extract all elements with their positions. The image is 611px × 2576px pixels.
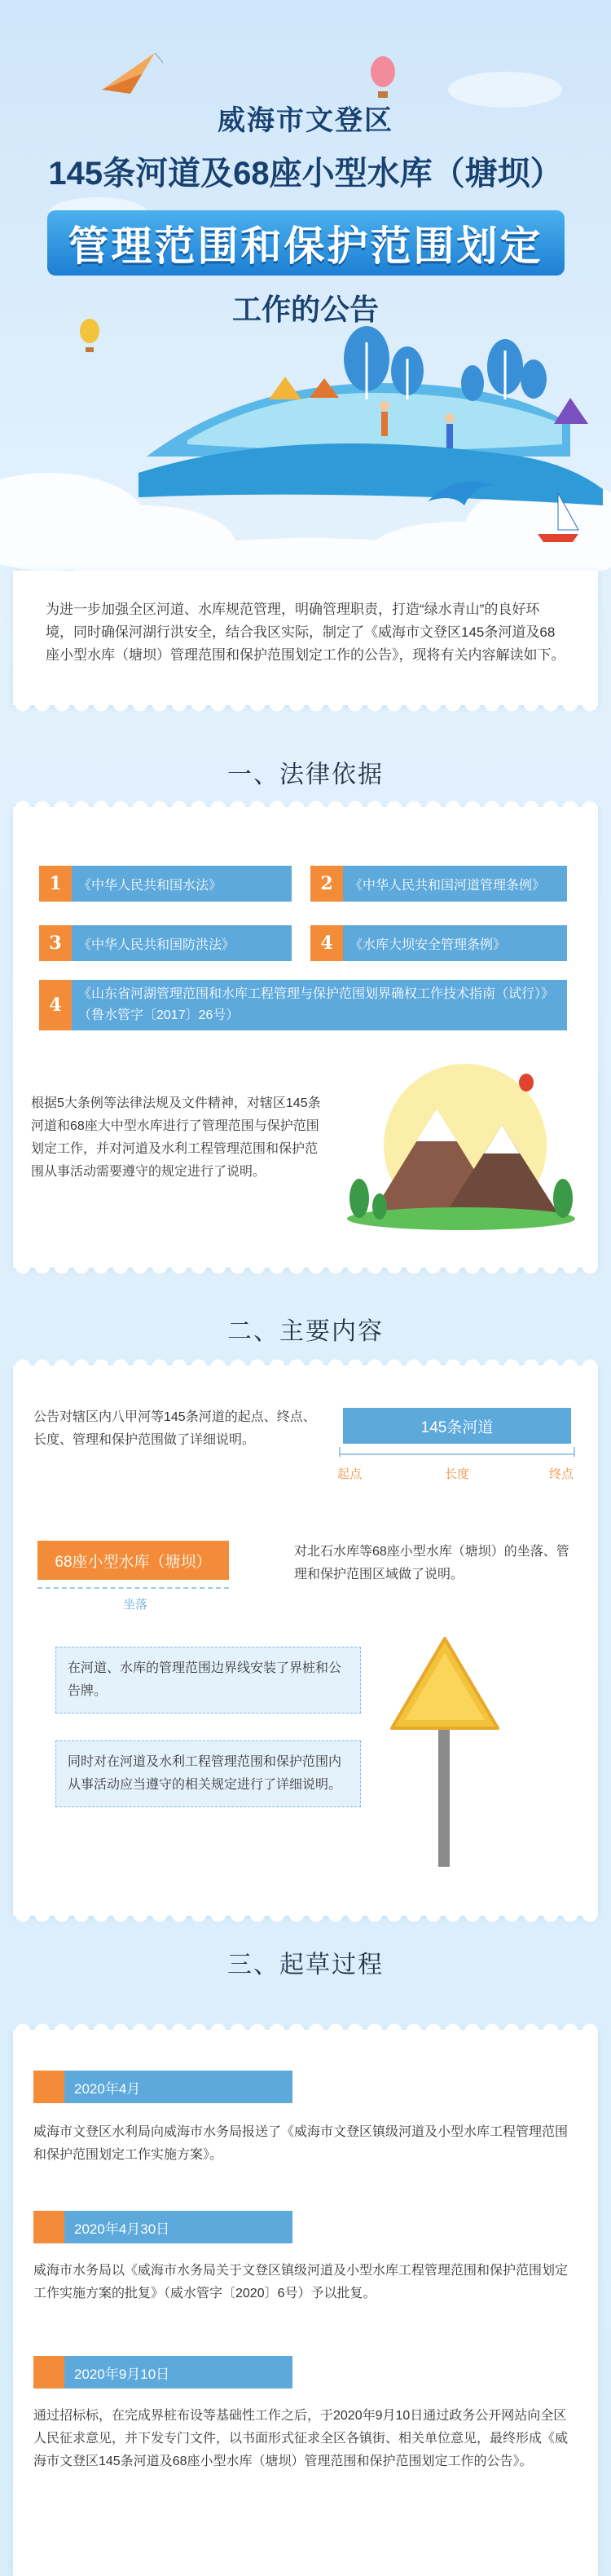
date-label: 2020年9月10日: [64, 2356, 292, 2389]
process-text-1: 威海市文登区水利局向威海市水务局报送了《威海市文登区镇级河道及小型水库工程管理范围和保护范围划定工作实施方案》。: [33, 2125, 569, 2162]
sailboat-icon: [534, 489, 582, 546]
river-start-label: 起点: [337, 1467, 363, 1481]
note-box-2: 同时对在河道及水利工程管理范围和保护范围内从事活动应当遵守的相关规定进行了详细说明。: [55, 1740, 361, 1807]
reservoir-label-box: 68座小型水库（塘坝）: [37, 1541, 229, 1580]
date-label: 2020年4月: [64, 2071, 292, 2103]
law-num: 1: [39, 866, 72, 902]
date-bar-2: [33, 2211, 292, 2243]
law-num: 2: [310, 866, 343, 902]
law-text: 《水库大坝安全管理条例》: [343, 925, 567, 961]
law-num: 3: [39, 925, 72, 961]
date-bar-accent: [33, 2071, 64, 2103]
mountain-illustration: [339, 1060, 583, 1231]
law-item-3: [39, 925, 292, 961]
law-text: 《中华人民共和国防洪法》: [72, 925, 292, 961]
hero-banner: [0, 0, 611, 571]
law-item-1: [39, 866, 292, 902]
section1-card: [13, 807, 598, 1268]
law-item-4: [310, 925, 567, 961]
date-bar-3: [33, 2356, 292, 2389]
section2-card: [13, 1365, 598, 1916]
river-tick: [339, 1447, 341, 1457]
reservoir-dash-line: [37, 1587, 229, 1589]
section2-title: 二、主要内容: [227, 1318, 384, 1345]
kite-icon: [98, 49, 163, 98]
river-end-label: 终点: [549, 1467, 574, 1481]
title-line-3: 管理范围和保护范围划定: [47, 210, 565, 276]
hot-air-balloon-icon: [368, 55, 398, 104]
law-item-2: [310, 866, 567, 902]
note-box-1: 在河道、水库的管理范围边界线安装了界桩和公告牌。: [55, 1647, 361, 1714]
section2-paragraph-2: 对北石水库等68座小型水库（塘坝）的坐落、管理和保护范围区域做了说明。: [294, 1545, 569, 1581]
river-length-label: 长度: [445, 1467, 470, 1481]
process-text-2: 威海市水务局以《威海市水务局关于文登区镇级河道及小型水库工程管理范围和保护范围划定工作实施方案的批复》（威水管字〔2020〕6号）予以批复。: [33, 2264, 569, 2300]
section3-title: 三、起草过程: [227, 1952, 384, 1978]
law-num: 4: [310, 925, 343, 961]
law-text: 《中华人民共和国水法》: [72, 866, 292, 902]
intro-card: [13, 571, 598, 705]
warning-sign-icon: [384, 1630, 506, 1875]
dolphin-icon: [424, 469, 497, 518]
section2-paragraph-1: 公告对辖区内八甲河等145条河道的起点、终点、长度、管理和保护范围做了详细说明。: [33, 1410, 316, 1447]
reservoir-coord-label: 坐落: [123, 1598, 148, 1612]
river-scale-line: [339, 1453, 575, 1455]
title-line-1: 威海市文登区: [218, 105, 393, 136]
section3-card: [13, 2030, 598, 2576]
date-bar-accent: [33, 2356, 64, 2389]
date-bar-accent: [33, 2211, 64, 2243]
title-line-4: 工作的公告: [231, 293, 379, 326]
law-text: 《山东省河湖管理范围和水库工程管理与保护范围划界确权工作技术指南（试行）》（鲁水管字〔2017〕26号）: [72, 980, 567, 1030]
section1-title: 一、法律依据: [227, 761, 384, 788]
date-label: 2020年4月30日: [64, 2211, 292, 2243]
law-item-5: [39, 980, 567, 1030]
date-bar-1: [33, 2071, 292, 2103]
river-tick: [574, 1447, 575, 1457]
section1-paragraph: 根据5大条例等法律法规及文件精神，对辖区145条河道和68座大中型水库进行了管理范围与保护范围划定工作，并对河道及水利工程管理范围和保护范围从事活动需要遵守的规定进行了说明。: [31, 1096, 321, 1179]
intro-text: 为进一步加强全区河道、水库规范管理，明确管理职责，打造“绿水青山”的良好环境，同时确保河湖行洪安全，结合我区实际，制定了《威海市文登区145条河道及68座小型水库（塘坝）管理范围和保护范围划定工作的公告》，现将有关内容解读如下。: [46, 602, 565, 663]
title-line-2: 145条河道及68座小型水库（塘坝）: [48, 156, 563, 192]
title-block: [0, 98, 611, 329]
law-text: 《中华人民共和国河道管理条例》: [343, 866, 567, 902]
process-text-3: 通过招标标，在完成界桩布设等基础性工作之后，于2020年9月10日通过政务公开网站向全区人民征求意见，并下发专门文件，以书面形式征求全区各镇街、相关单位意见，最终形成《威海市文登区145条河道及68座小型水库（塘坝）管理范围和保护范围划定工作的公告》。: [33, 2409, 569, 2468]
river-label-box: 145条河道: [343, 1408, 571, 1444]
law-num: 4: [39, 980, 72, 1030]
